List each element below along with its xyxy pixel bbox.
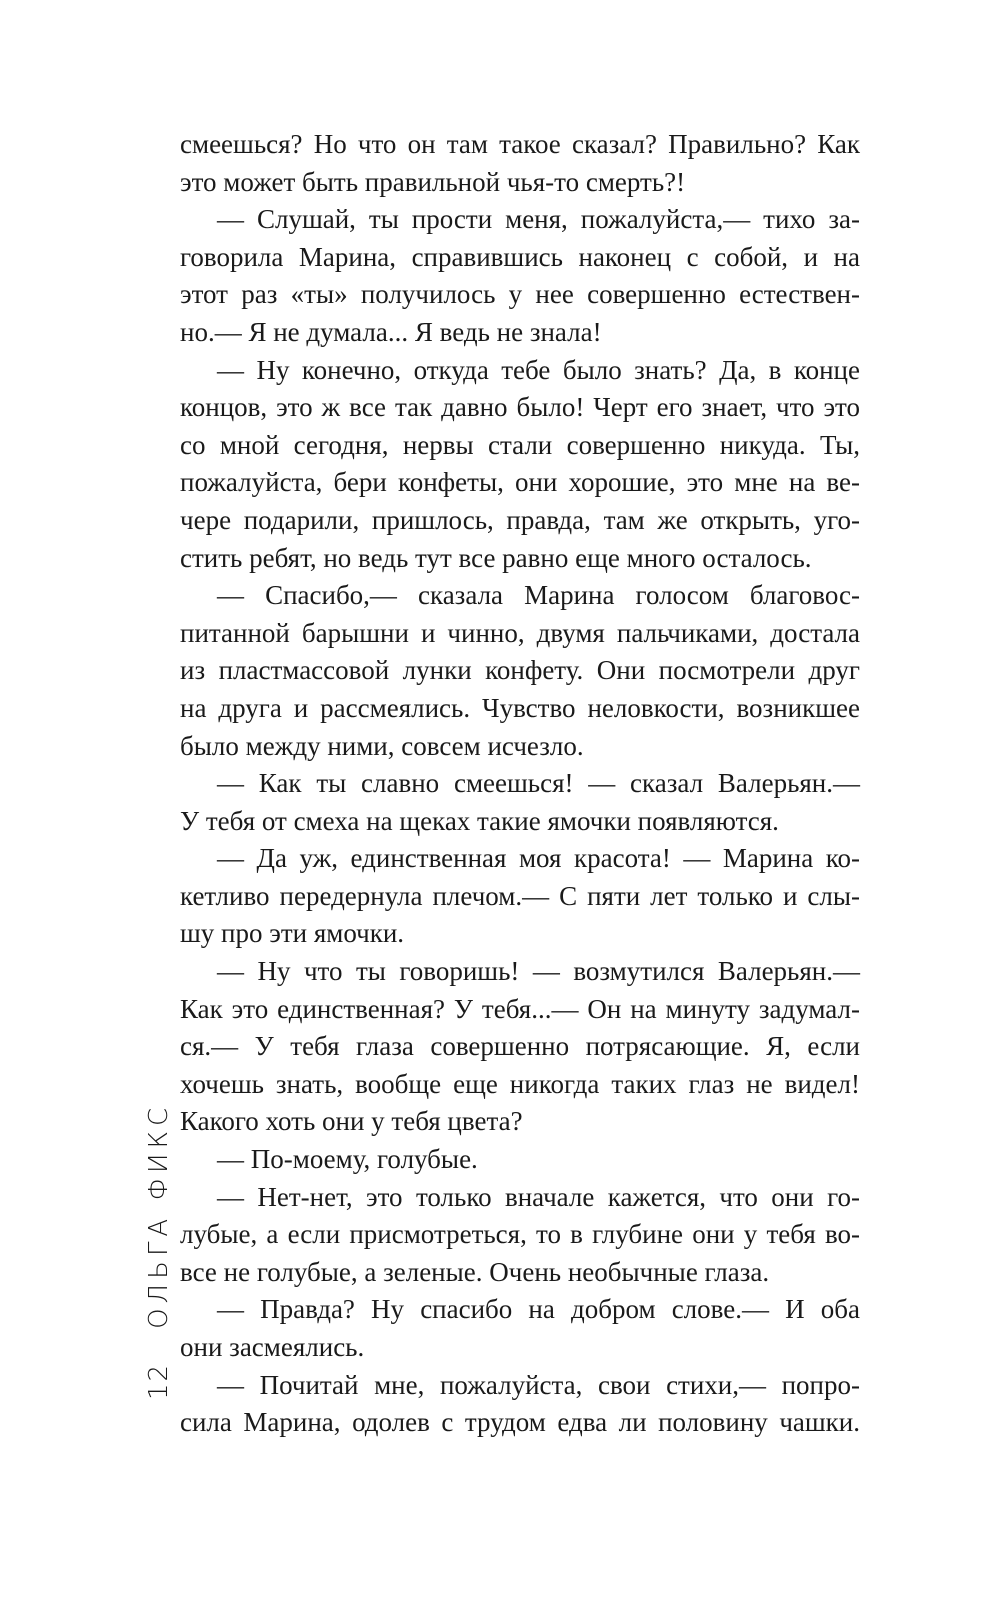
text-line: но.— Я не думала... Я ведь не знала! (180, 316, 602, 347)
text-line: Какого хоть они у тебя цвета? (180, 1106, 523, 1137)
text-line: — Слушай, ты прости меня, пожалуйста,— тихо за- (217, 204, 860, 235)
text-line: — Ну конечно, откуда тебе было знать? Да, в конце (217, 354, 860, 385)
author-name: ОЛЬГА ФИКС (144, 1102, 174, 1329)
text-line: этот раз «ты» получилось у нее совершенно естествен- (180, 279, 860, 310)
text-line: чере подарили, пришлось, правда, там же открыть, уго- (180, 504, 860, 535)
text-line: они засмеялись. (180, 1332, 365, 1362)
text-line: хочешь знать, вообще еще никогда таких глаз не видел! (180, 1068, 860, 1099)
text-line: концов, это ж все так давно было! Черт его знает, что это (180, 392, 860, 423)
text-line: пожалуйста, бери конфеты, они хорошие, это мне на ве- (180, 467, 860, 498)
text-line: лубые, а если присмотреться, то в глубине они у тебя во- (180, 1219, 860, 1250)
text-line: это может быть правильной чья-то смерть?! (180, 166, 686, 197)
text-line: — Да уж, единственная моя красота! — Марина ко- (217, 843, 860, 874)
text-line: стить ребят, но ведь тут все равно еще много осталось. (180, 542, 812, 573)
text-line: шу про эти ямочки. (180, 918, 405, 949)
text-line: ся.— У тебя глаза совершенно потрясающие. Я, если (180, 1031, 860, 1062)
text-line: — Спасибо,— сказала Марина голосом благовос- (217, 580, 860, 611)
text-line: — Нет-нет, это только вначале кажется, что они го- (217, 1181, 860, 1212)
text-line: сила Марина, одолев с трудом едва ли половину чашки. (180, 1407, 860, 1438)
text-line: кетливо передернула плечом.— С пяти лет только и слы- (180, 880, 860, 911)
page-number: 12 (144, 1362, 174, 1400)
text-line: из пластмассовой лунки конфету. Они посмотрели друг (180, 655, 860, 686)
running-head (144, 1103, 174, 1400)
text-line: У тебя от смеха на щеках такие ямочки появляются. (180, 805, 779, 836)
text-line: питанной барышни и чинно, двумя пальчиками, достала (180, 617, 860, 648)
text-line: Как это единственная? У тебя...— Он на минуту задумал- (180, 993, 860, 1024)
body-text (180, 126, 860, 1442)
text-line: — Почитай мне, пожалуйста, свои стихи,— попро- (217, 1369, 860, 1400)
text-line: говорила Марина, справившись наконец с собой, и на (180, 241, 860, 272)
text-line: на друга и рассмеялись. Чувство неловкости, возникшее (180, 692, 860, 723)
text-line: смеешься? Но что он там такое сказал? Правильно? Как (180, 129, 860, 159)
text-line: было между ними, совсем исчезло. (180, 730, 584, 761)
text-line: все не голубые, а зеленые. Очень необычные глаза. (180, 1256, 770, 1287)
text-line: — Правда? Ну спасибо на добром слове.— И оба (217, 1294, 860, 1325)
text-line: — Ну что ты говоришь! — возмутился Валерьян.— (217, 956, 860, 987)
text-line: — Как ты славно смеешься! — сказал Валерьян.— (217, 768, 860, 799)
text-line: — По-моему, голубые. (217, 1144, 478, 1175)
text-line: со мной сегодня, нервы стали совершенно никуда. Ты, (180, 429, 860, 460)
